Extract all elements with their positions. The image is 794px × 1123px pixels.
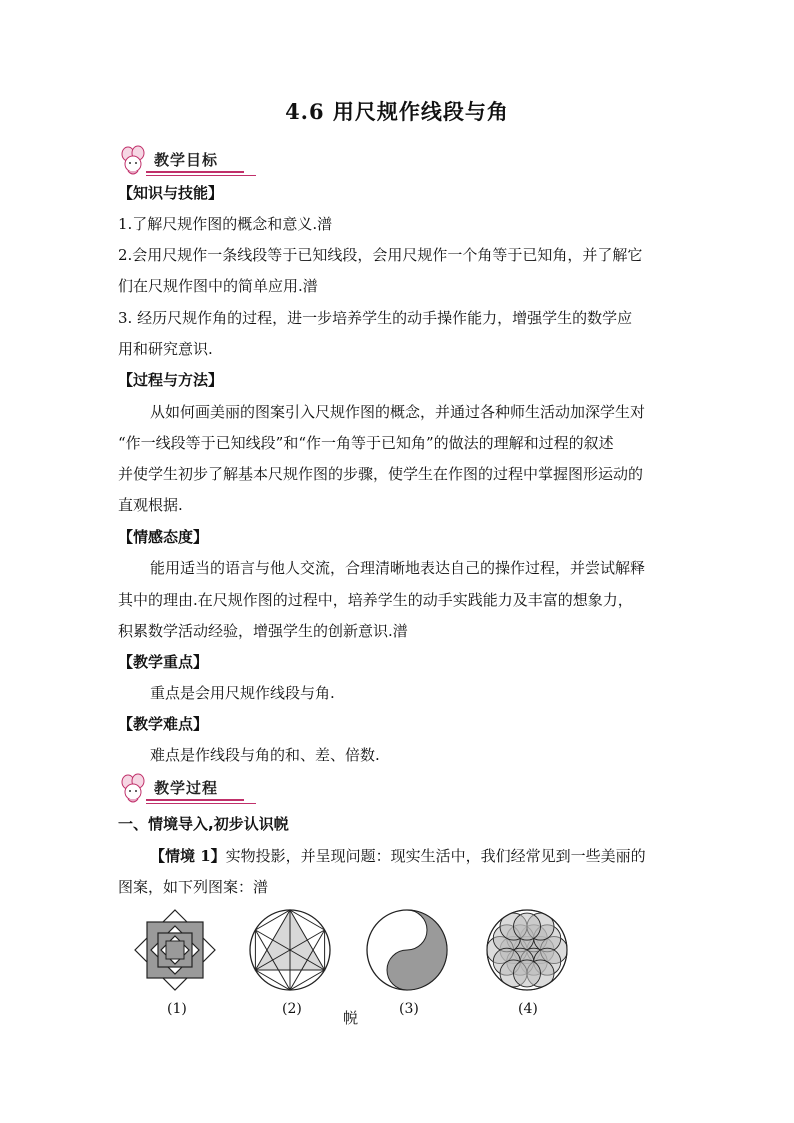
figure-nested-squares (133, 908, 217, 992)
method-heading: 【过程与方法】 (118, 371, 224, 389)
knowledge-heading: 【知识与技能】 (118, 184, 224, 202)
figure-caption-4: (4) (518, 1001, 538, 1017)
method-line-1: 从如何画美丽的图案引入尺规作图的概念，并通过各种师生活动加深学生对 (150, 403, 646, 421)
banner-underline (146, 799, 244, 801)
attitude-line-2: 其中的理由.在尺规作图的过程中，培养学生的动手实践能力及丰富的想象力， (118, 591, 633, 609)
banner-underline-thin (146, 175, 256, 176)
key-point-heading: 【教学重点】 (118, 653, 209, 671)
scene-text: 实物投影，并呈现问题：现实生活中，我们经常见到一些美丽的 (225, 847, 646, 865)
scene-line-2: 图案，如下列图案：潽 (118, 878, 269, 896)
method-line-2: “作一线段等于已知线段”和“作一角等于已知角”的做法的理解和过程的叙述 (118, 434, 614, 452)
knowledge-line-3a: 3. 经历尺规作角的过程，进一步培养学生的动手操作能力，增强学生的数学应 (118, 309, 633, 327)
banner-underline-thin (146, 803, 256, 804)
knowledge-line-2a: 2.会用尺规作一条线段等于已知线段，会用尺规作一个角等于已知角，并了解它 (118, 246, 643, 264)
objectives-banner-label: 教学目标 (154, 151, 219, 169)
scene-line-1 (150, 846, 678, 866)
attitude-heading: 【情感态度】 (118, 528, 209, 546)
attitude-line-3: 积累数学活动经验，增强学生的创新意识.潽 (118, 622, 408, 640)
figure-yin-yang (365, 908, 449, 992)
process-banner (116, 772, 246, 806)
method-line-3: 并使学生初步了解基本尺规作图的步骤，使学生在作图的过程中掌握图形运动的 (118, 465, 644, 483)
stray-glyph: 帨 (343, 1009, 359, 1027)
intro-heading: 一、情境导入,初步认识帨 (118, 815, 289, 833)
attitude-line-1: 能用适当的语言与他人交流，合理清晰地表达自己的操作过程，并尝试解释 (150, 559, 646, 577)
key-point-text: 重点是会用尺规作线段与角. (150, 684, 335, 702)
process-banner-label: 教学过程 (154, 779, 219, 797)
scene-label: 【情境 1】 (150, 847, 226, 865)
difficulty-heading: 【教学难点】 (118, 715, 209, 733)
figure-hexagon-circle (248, 908, 332, 992)
figure-caption-1: (1) (167, 1001, 187, 1017)
objectives-banner (116, 144, 246, 178)
figure-caption-2: (2) (282, 1001, 302, 1017)
knowledge-line-1: 1.了解尺规作图的概念和意义.潽 (118, 215, 333, 233)
page-title: 4.6 用尺规作线段与角 (285, 99, 509, 124)
knowledge-line-2b: 们在尺规作图中的简单应用.潽 (118, 277, 318, 295)
method-line-4: 直观根据. (118, 496, 183, 514)
figure-flower-of-life (482, 908, 572, 992)
knowledge-line-3b: 用和研究意识. (118, 340, 213, 358)
banner-underline (146, 171, 244, 173)
difficulty-text: 难点是作线段与角的和、差、倍数. (150, 746, 380, 764)
figure-caption-3: (3) (399, 1001, 419, 1017)
